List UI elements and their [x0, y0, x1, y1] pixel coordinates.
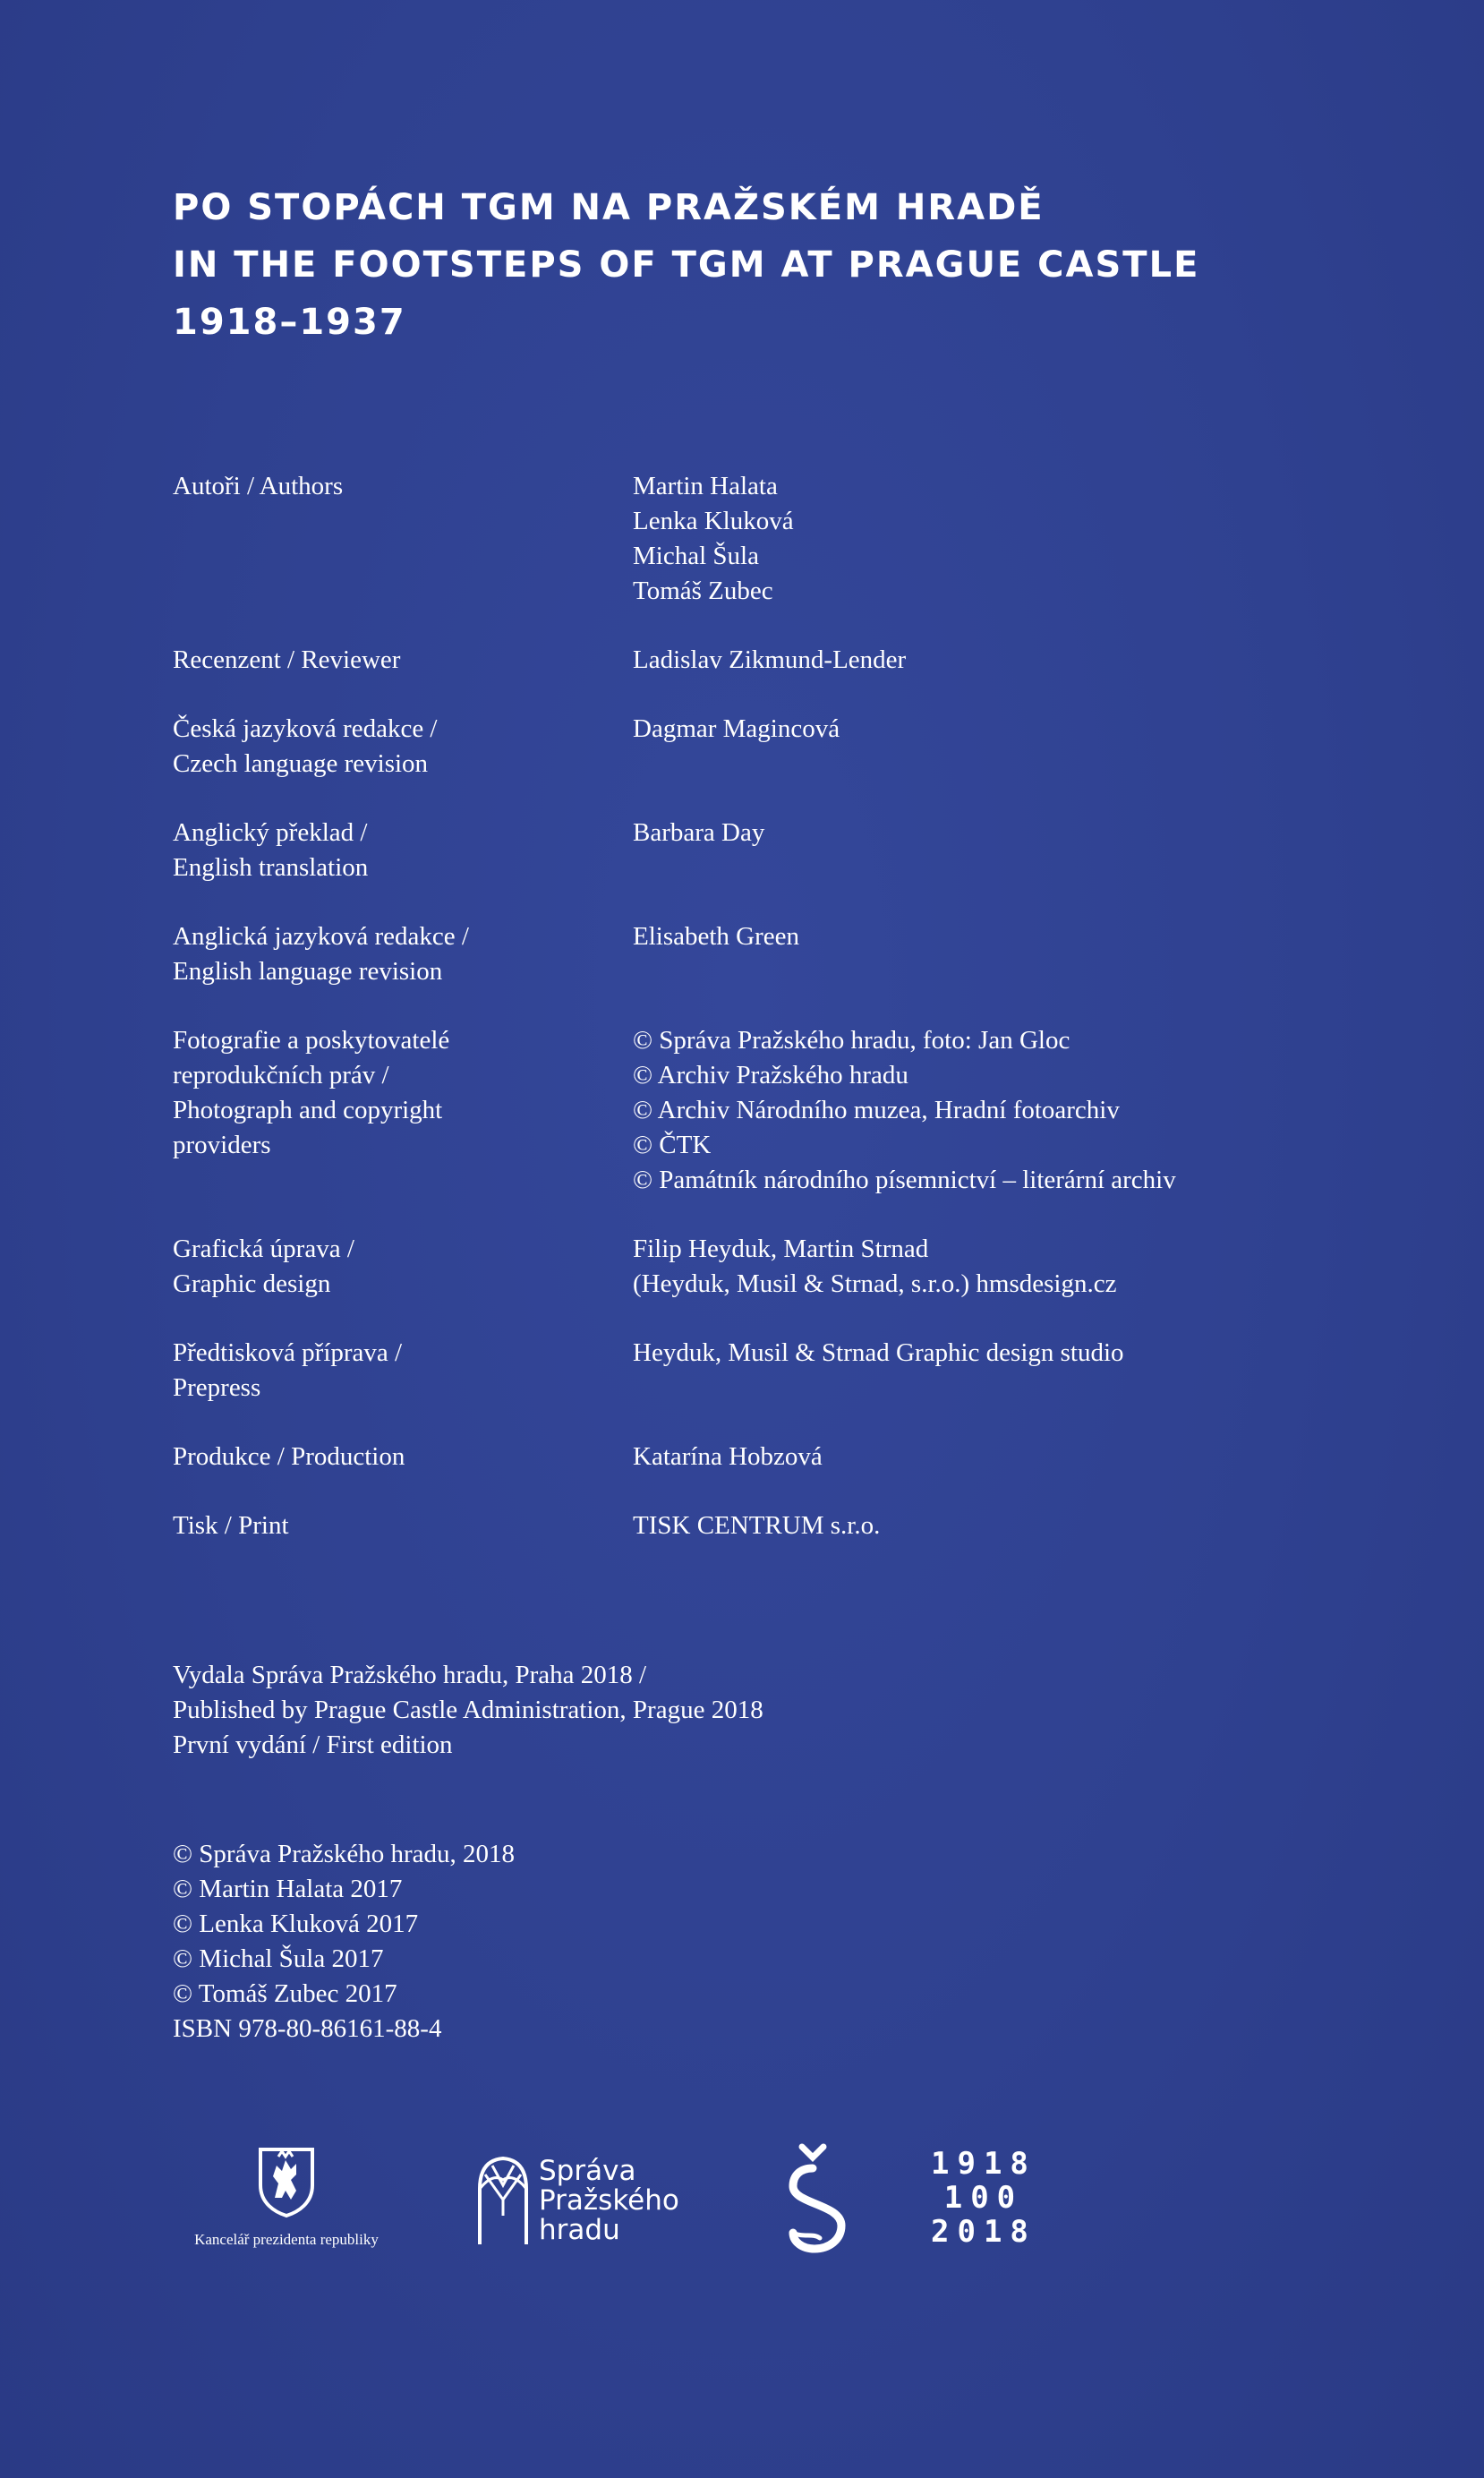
credit-value-line: Katarína Hobzová — [633, 1442, 823, 1471]
lion-coat-of-arms-icon — [255, 2144, 318, 2219]
presidential-office-caption: Kancelář prezidenta republiky — [194, 2231, 379, 2248]
credit-label — [173, 712, 633, 782]
credit-label — [173, 816, 633, 885]
year-count: 100 — [943, 2180, 1024, 2216]
credit-label-line: Anglická jazyková redakce / — [173, 922, 469, 951]
credit-value-line: Filip Heyduk, Martin Strnad — [633, 1235, 929, 1263]
credit-value-line: © Památník národního písemnictví – literární archiv — [633, 1166, 1176, 1194]
publisher-info — [173, 1658, 763, 1763]
credit-value-line: Elisabeth Green — [633, 922, 800, 951]
credit-value — [633, 816, 1336, 885]
credit-label — [173, 469, 633, 609]
credit-value-line: Martin Halata — [633, 472, 778, 500]
credit-row — [173, 1232, 1336, 1302]
year-end: 2018 — [931, 2214, 1036, 2250]
credit-row — [173, 1440, 1336, 1474]
credit-row — [173, 469, 1336, 609]
credit-label-line: Tisk / Print — [173, 1511, 289, 1540]
year-start: 1918 — [931, 2146, 1036, 2182]
credit-label — [173, 1440, 633, 1474]
logo-czech-centenary — [768, 2140, 866, 2260]
copyright-line: © Martin Halata 2017 — [173, 1875, 403, 1903]
credit-row — [173, 816, 1336, 885]
credit-label-line: English language revision — [173, 957, 443, 986]
credit-label-line: Graphic design — [173, 1269, 331, 1298]
credit-value-line: © Archiv Národního muzea, Hradní fotoarchiv — [633, 1096, 1120, 1124]
credit-value-line: Barbara Day — [633, 818, 765, 847]
title-czech: PO STOPÁCH TGM NA PRAŽSKÉM HRADĚ — [173, 187, 1045, 228]
credit-value — [633, 1232, 1336, 1302]
credit-value — [633, 1336, 1336, 1406]
credit-label — [173, 1232, 633, 1302]
copyright-list — [173, 1837, 515, 2046]
credit-label — [173, 1023, 633, 1198]
credit-value-line: Lenka Kluková — [633, 507, 794, 535]
credit-row — [173, 712, 1336, 782]
credit-label-line: Czech language revision — [173, 749, 429, 778]
credit-value — [633, 469, 1336, 609]
credit-value — [633, 1440, 1336, 1474]
logo-prague-castle-administration — [474, 2153, 679, 2246]
credit-row — [173, 1508, 1336, 1543]
wordmark-line: Pražského — [539, 2184, 679, 2217]
credit-label-line: Fotografie a poskytovatelé — [173, 1026, 450, 1055]
credit-label-line: Produkce / Production — [173, 1442, 405, 1471]
credit-value — [633, 919, 1336, 989]
credit-value — [633, 712, 1336, 782]
credit-value-line: © ČTK — [633, 1131, 712, 1159]
credit-label-line: providers — [173, 1131, 271, 1159]
credit-value-line: (Heyduk, Musil & Strnad, s.r.o.) hmsdesign.cz — [633, 1269, 1117, 1298]
credit-value-line: Tomáš Zubec — [633, 577, 773, 605]
castle-arches-icon — [474, 2153, 532, 2246]
credit-value-line: Dagmar Magincová — [633, 714, 840, 743]
credit-row — [173, 643, 1336, 678]
copyright-line: © Tomáš Zubec 2017 — [173, 1979, 397, 2008]
title-english: IN THE FOOTSTEPS OF TGM AT PRAGUE CASTLE — [173, 244, 1200, 286]
copyright-line: © Lenka Kluková 2017 — [173, 1910, 419, 1938]
credit-label-line: Česká jazyková redakce / — [173, 714, 438, 743]
title-block — [173, 179, 1336, 351]
credit-value-line: Michal Šula — [633, 542, 759, 570]
credit-label — [173, 643, 633, 678]
prague-castle-administration-wordmark — [539, 2157, 679, 2245]
credit-value — [633, 643, 1336, 678]
wordmark-line: Správa — [539, 2155, 636, 2187]
publisher-line: První vydání / First edition — [173, 1730, 453, 1759]
credit-row — [173, 1023, 1336, 1198]
credits-list — [173, 469, 1336, 1577]
credit-label — [173, 1508, 633, 1543]
credit-value — [633, 1508, 1336, 1543]
logo-presidential-office — [170, 2144, 403, 2249]
credit-label — [173, 919, 633, 989]
credit-label-line: Photograph and copyright — [173, 1096, 443, 1124]
copyright-line: ISBN 978-80-86161-88-4 — [173, 2014, 442, 2043]
credit-label — [173, 1336, 633, 1406]
credit-label-line: Grafická úprava / — [173, 1235, 354, 1263]
credit-value — [633, 1023, 1336, 1198]
title-years: 1918–1937 — [173, 302, 406, 343]
credit-label-line: Recenzent / Reviewer — [173, 645, 401, 674]
credit-label-line: Předtisková příprava / — [173, 1338, 403, 1367]
copyright-line: © Michal Šula 2017 — [173, 1944, 384, 1973]
credit-value-line: TISK CENTRUM s.r.o. — [633, 1511, 881, 1540]
credit-row — [173, 919, 1336, 989]
credit-value-line: © Správa Pražského hradu, foto: Jan Gloc — [633, 1026, 1070, 1055]
publisher-line: Vydala Správa Pražského hradu, Praha 2018 / — [173, 1661, 647, 1689]
centenary-years — [931, 2147, 1036, 2249]
cs-monogram-icon — [768, 2140, 866, 2256]
credit-value-line: Ladislav Zikmund-Lender — [633, 645, 907, 674]
credit-label-line: reprodukčních práv / — [173, 1061, 389, 1089]
copyright-line: © Správa Pražského hradu, 2018 — [173, 1840, 516, 1868]
credit-label-line: Prepress — [173, 1373, 261, 1402]
credit-label-line: Autoři / Authors — [173, 472, 344, 500]
credit-label-line: English translation — [173, 853, 369, 882]
credit-row — [173, 1336, 1336, 1406]
publisher-line: Published by Prague Castle Administration, Prague 2018 — [173, 1696, 763, 1724]
wordmark-line: hradu — [539, 2214, 620, 2246]
credit-label-line: Anglický překlad / — [173, 818, 368, 847]
credit-value-line: © Archiv Pražského hradu — [633, 1061, 908, 1089]
credit-value-line: Heyduk, Musil & Strnad Graphic design studio — [633, 1338, 1124, 1367]
